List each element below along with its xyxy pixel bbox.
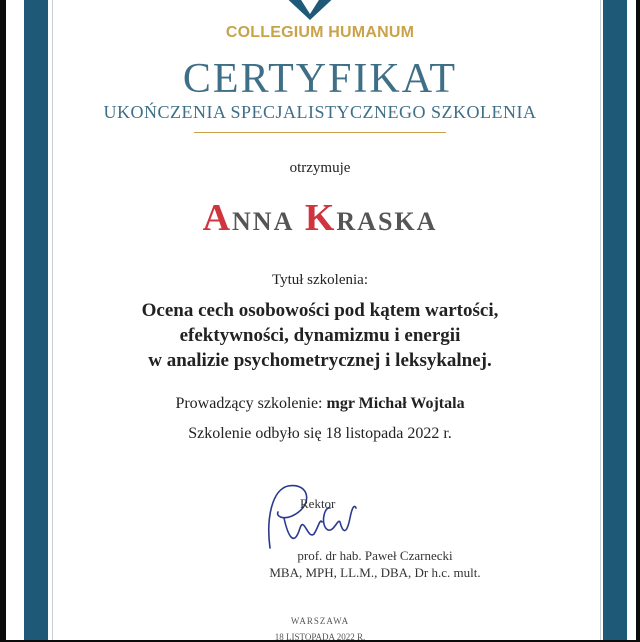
recipient-name — [0, 196, 640, 240]
course-title-line: Ocena cech osobowości pod kątem wartości, — [141, 300, 499, 321]
signatory-name: prof. dr hab. Paweł Czarnecki — [297, 548, 453, 563]
training-date: Szkolenie odbyło się 18 listopada 2022 r. — [188, 425, 452, 442]
course-title-line: w analizie psychometrycznej i leksykalnej. — [148, 350, 492, 371]
instructor-label: Prowadzący szkolenie: — [175, 395, 323, 412]
signatory-block — [110, 547, 640, 581]
issue-date: 18 LISTOPADA 2022 R. — [274, 632, 366, 642]
signatory-role: Rektor — [300, 496, 336, 511]
certificate-title: CERTYFIKAT — [182, 56, 458, 102]
signatory-titles: MBA, MPH, LL.M., DBA, Dr h.c. mult. — [269, 565, 481, 580]
recipient-last-rest: RASKA — [336, 207, 438, 236]
signature-graphic — [248, 478, 368, 558]
recipient-first-initial: A — [202, 197, 233, 239]
instructor-line — [0, 395, 640, 413]
recipient-first-rest: NNA — [232, 207, 295, 236]
instructor-name: mgr Michał Wojtala — [326, 395, 465, 412]
course-title — [0, 298, 640, 373]
receives-label: otrzymuje — [289, 160, 351, 176]
divider-rule — [194, 132, 446, 133]
recipient-last-initial: K — [304, 197, 337, 239]
certificate-subtitle: UKOŃCZENIA SPECJALISTYCZNEGO SZKOLENIA — [103, 102, 537, 122]
collegium-logo-icon — [280, 0, 340, 20]
issue-city: WARSZAWA — [290, 616, 350, 626]
course-label: Tytuł szkolenia: — [271, 272, 368, 288]
course-title-line: efektywności, dynamizmu i energii — [179, 325, 461, 346]
brand-name: COLLEGIUM HUMANUM — [225, 24, 415, 41]
